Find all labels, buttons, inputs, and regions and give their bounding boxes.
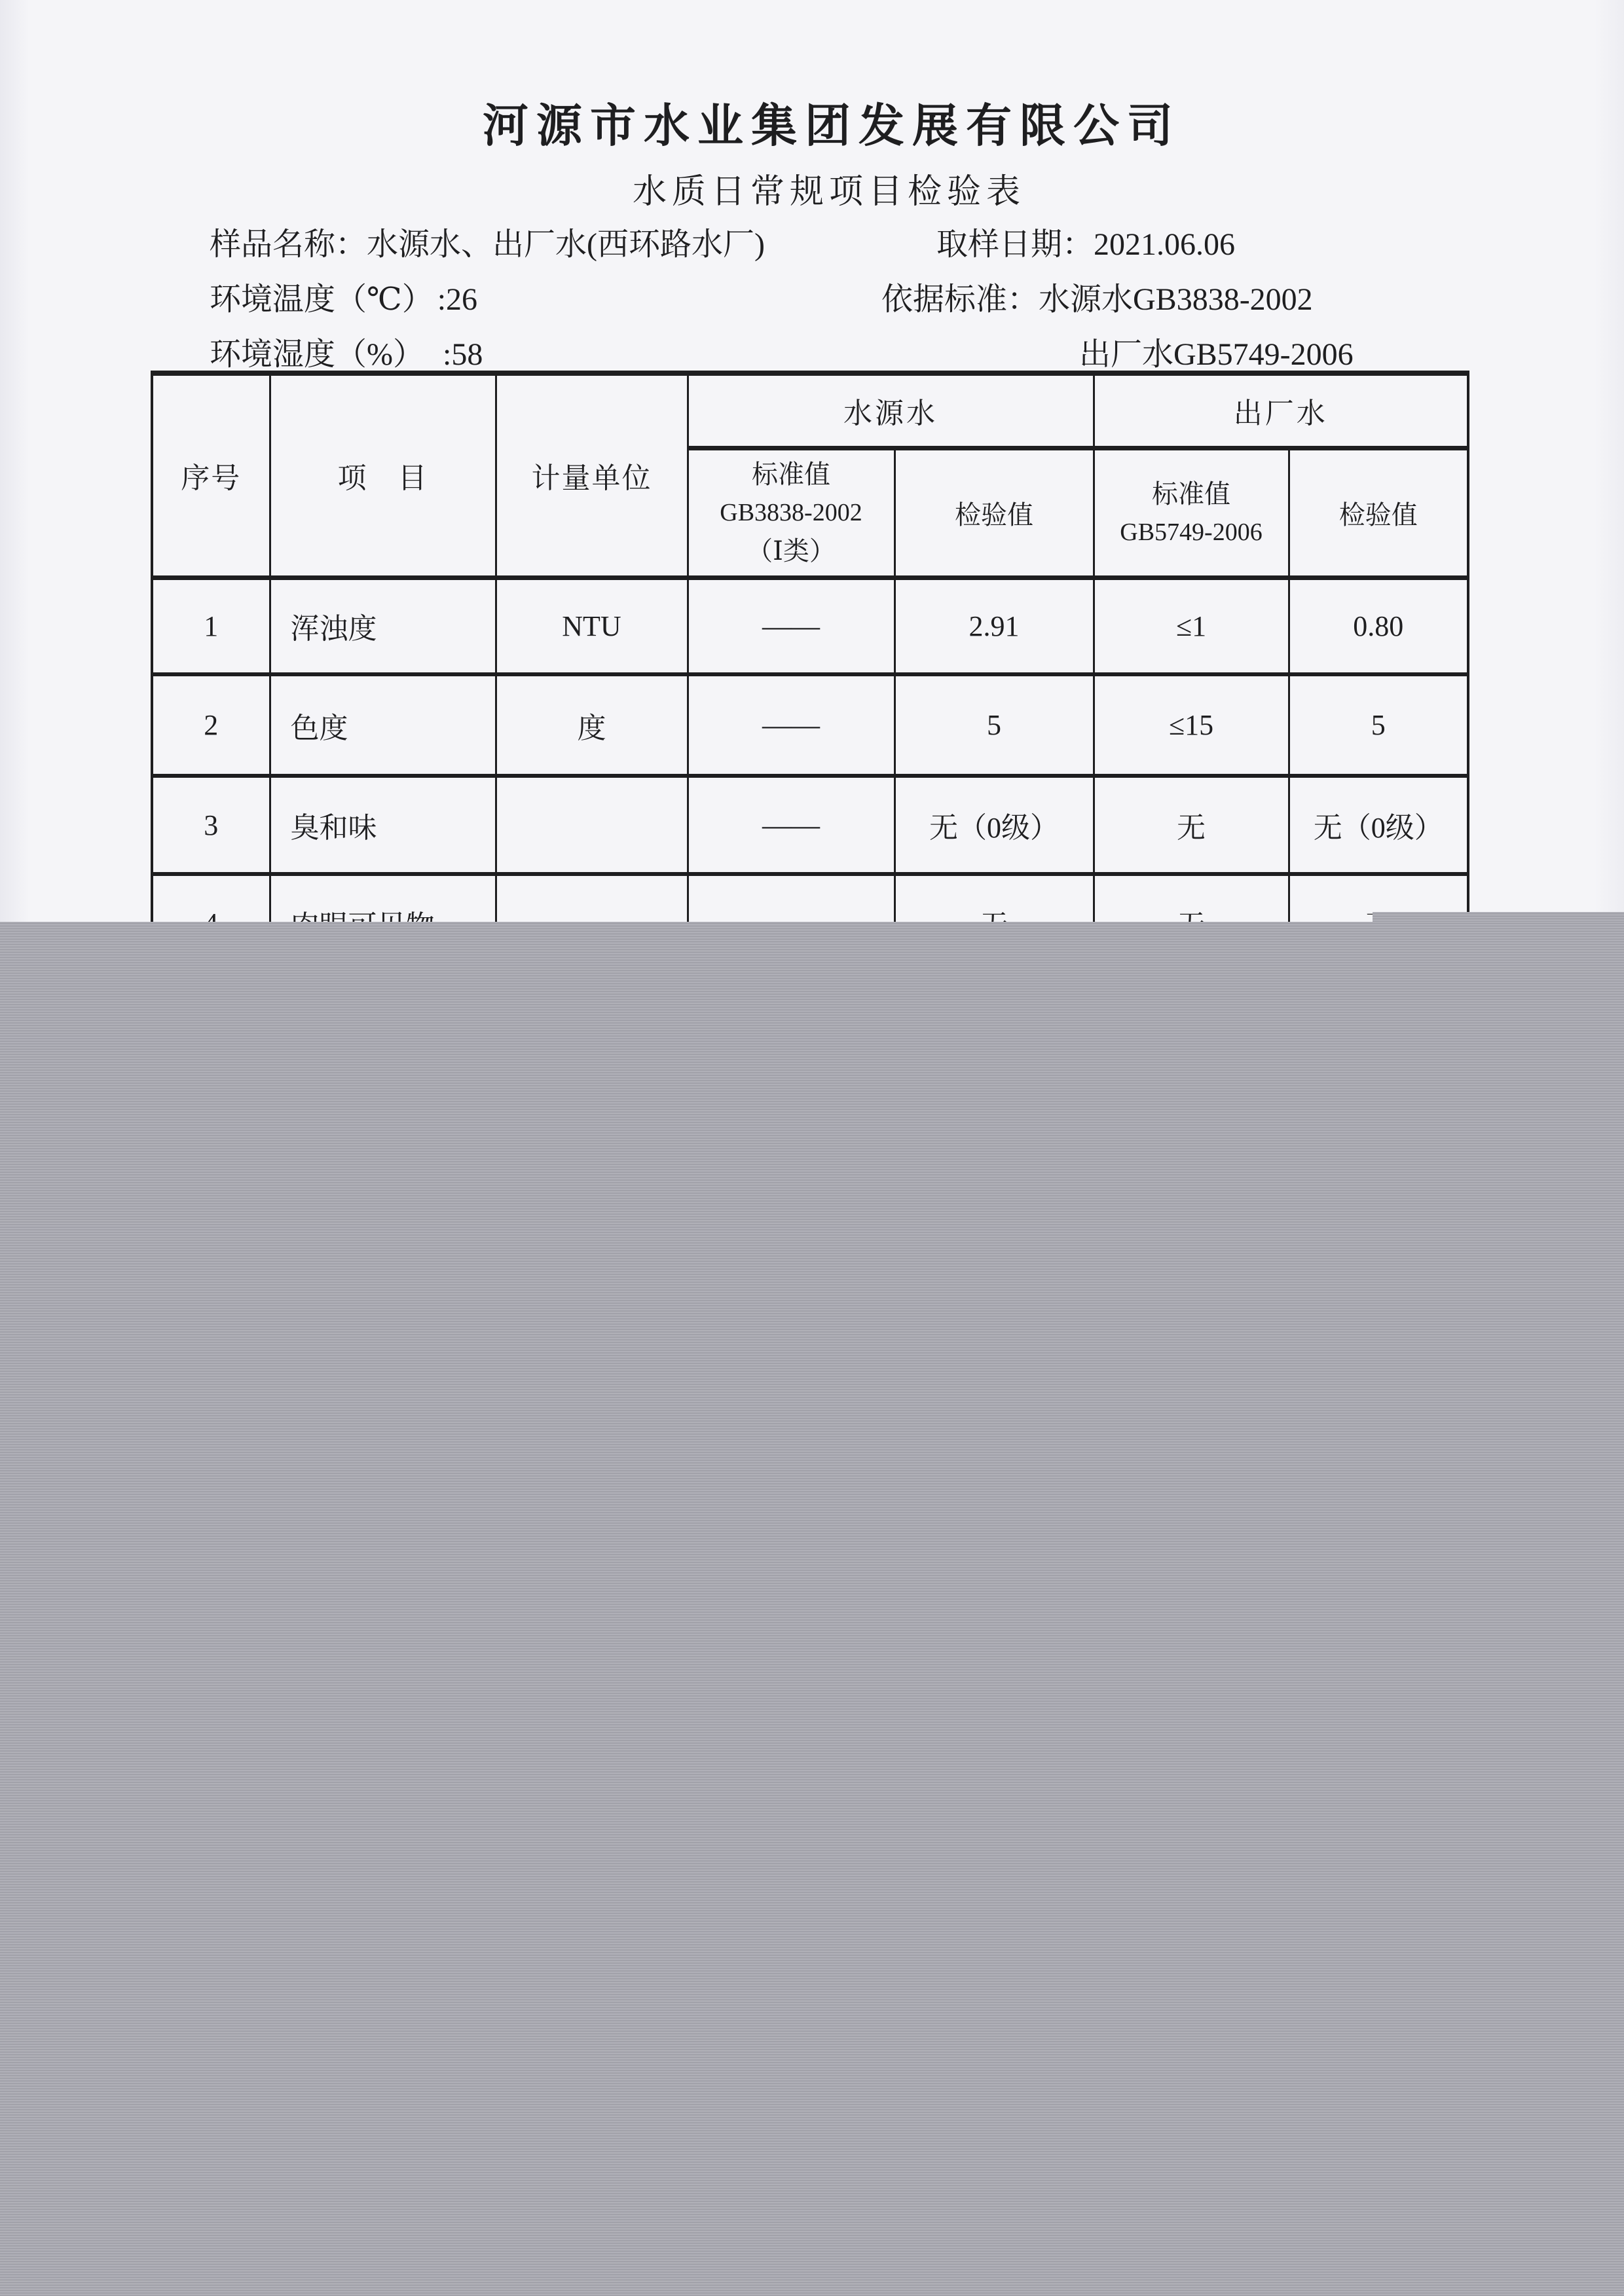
header-check-value-source: 检验值 (895, 448, 1094, 577)
header-standard-value-source (688, 448, 895, 577)
table-cell: 无 (1094, 776, 1289, 874)
inspection-table (151, 371, 1469, 974)
table-cell: 度 (496, 674, 688, 776)
sample-name-label: 样品名称： (210, 227, 367, 262)
source-standard-code: GB3838-2002 (720, 498, 862, 526)
table-cell (496, 776, 688, 874)
sample-name-line (210, 219, 765, 264)
table-cell: —— (688, 674, 895, 776)
table-cell: 1 (152, 577, 270, 674)
col-header-item: 项 目 (270, 373, 496, 577)
sample-name-value: 水源水、出厂水(西环路水厂) (367, 227, 765, 262)
col-header-unit: 计量单位 (496, 373, 688, 577)
standard-value-label: 标准值 (1152, 479, 1230, 509)
source-standard-class: （Ⅰ类） (747, 536, 836, 566)
table-cell: 5 (1289, 674, 1468, 776)
table-cell: 臭和味 (270, 776, 496, 874)
table-cell: 2 (152, 674, 270, 776)
env-temp-label: 环境温度（℃） (210, 282, 434, 317)
sampling-date-label: 取样日期： (936, 227, 1094, 262)
table-cell: 色度 (270, 674, 496, 776)
table-row (152, 577, 1468, 674)
table-row (152, 674, 1468, 776)
table-cell: ≤15 (1094, 674, 1289, 776)
env-humidity-line (210, 329, 483, 374)
table-cell: ≤1 (1094, 577, 1289, 674)
table-cell: 浑浊度 (270, 577, 496, 674)
env-humidity-label: 环境湿度（%） (210, 337, 424, 372)
standard-source-value: 水源水GB3838-2002 (1039, 282, 1313, 317)
standard-label: 依据标准： (881, 282, 1039, 317)
group-header-source-water: 水源水 (688, 373, 1094, 448)
table-cell: 5 (895, 674, 1094, 776)
table-cell: 无（0级） (1289, 776, 1468, 874)
table-cell: 2.91 (895, 577, 1094, 674)
group-header-outgoing-water: 出厂水 (1094, 373, 1468, 448)
company-title: 河源市水业集团发展有限公司 (483, 101, 1181, 152)
header-standard-value-outgoing (1094, 448, 1289, 577)
standard-source-line (881, 274, 1313, 319)
sampling-date-line (936, 219, 1235, 264)
sampling-date-value: 2021.06.06 (1094, 227, 1236, 262)
env-temp-line (210, 274, 477, 319)
table-cell: 0.80 (1289, 577, 1468, 674)
table-cell: 3 (152, 776, 270, 874)
report-title: 水质日常规项目检验表 (632, 173, 1025, 211)
header-check-value-outgoing: 检验值 (1289, 448, 1468, 577)
table-cell: —— (688, 577, 895, 674)
col-header-no: 序号 (152, 373, 270, 577)
table-cell: —— (688, 776, 895, 874)
scan-artifact-gray-overlay (0, 922, 1624, 2296)
env-temp-value: :26 (437, 282, 478, 317)
env-humidity-value: :58 (443, 337, 483, 372)
standard-outgoing-value: 出厂水GB5749-2006 (1079, 337, 1354, 372)
standard-outgoing-line (1079, 329, 1354, 374)
table-row (152, 776, 1468, 874)
table-cell: NTU (496, 577, 688, 674)
scan-artifact-gray-notch (1373, 912, 1624, 922)
outgoing-standard-code: GB5749-2006 (1120, 518, 1263, 546)
table-cell: 无（0级） (895, 776, 1094, 874)
standard-value-label: 标准值 (752, 459, 830, 489)
